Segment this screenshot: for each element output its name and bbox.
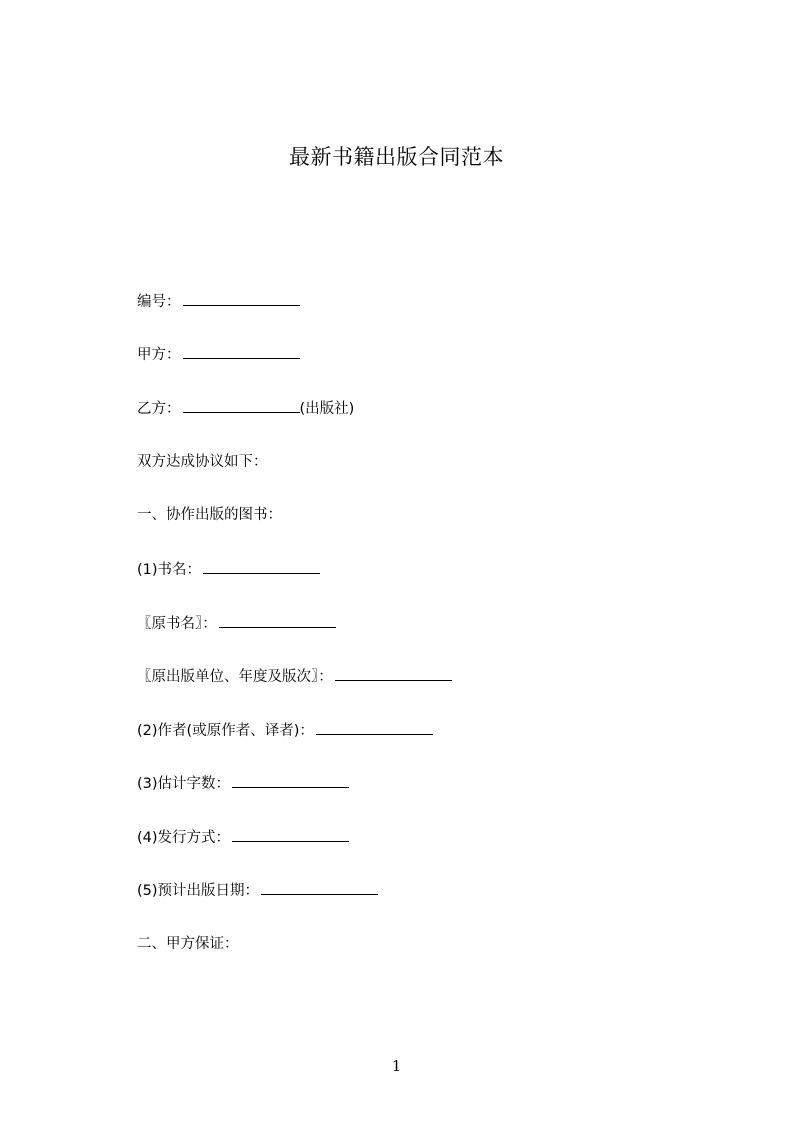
number-blank: [183, 291, 300, 306]
party-a-label: 甲方：: [137, 347, 181, 363]
publish-date-label: (5)预计出版日期：: [137, 883, 260, 899]
party-b-field: [137, 398, 354, 419]
original-publisher-label: 〖原出版单位、年度及版次〗：: [137, 669, 333, 685]
book-title-field: [137, 559, 320, 580]
party-a-blank: [183, 344, 300, 359]
page-number: 1: [391, 1057, 402, 1075]
distribution-blank: [232, 827, 349, 842]
original-title-label: 〖原书名〗：: [137, 616, 217, 632]
original-title-field: [137, 613, 336, 634]
distribution-label: (4)发行方式：: [137, 830, 231, 846]
word-count-label: (3)估计字数：: [137, 776, 231, 792]
party-b-blank: [183, 398, 300, 413]
section1-heading: 一、协作出版的图书：: [137, 507, 282, 523]
author-field: [137, 720, 433, 741]
original-publisher-blank: [335, 666, 452, 681]
party-b-label: 乙方：: [137, 401, 181, 417]
author-label: (2)作者(或原作者、译者)：: [137, 723, 314, 739]
original-publisher-field: [137, 666, 452, 687]
number-field: [137, 291, 300, 312]
book-title-label: (1)书名：: [137, 562, 202, 578]
word-count-blank: [232, 773, 349, 788]
author-blank: [316, 720, 433, 735]
document-title: 最新书籍出版合同范本: [289, 145, 504, 169]
word-count-field: [137, 773, 349, 794]
book-title-blank: [203, 559, 320, 574]
section2-heading: 二、甲方保证：: [137, 936, 239, 952]
publish-date-blank: [261, 880, 378, 895]
party-b-suffix: (出版社): [299, 401, 355, 417]
intro-text: 双方达成协议如下：: [137, 454, 268, 470]
publish-date-field: [137, 880, 378, 901]
original-title-blank: [219, 613, 336, 628]
party-a-field: [137, 344, 300, 365]
number-label: 编号：: [137, 294, 181, 310]
distribution-field: [137, 827, 349, 848]
